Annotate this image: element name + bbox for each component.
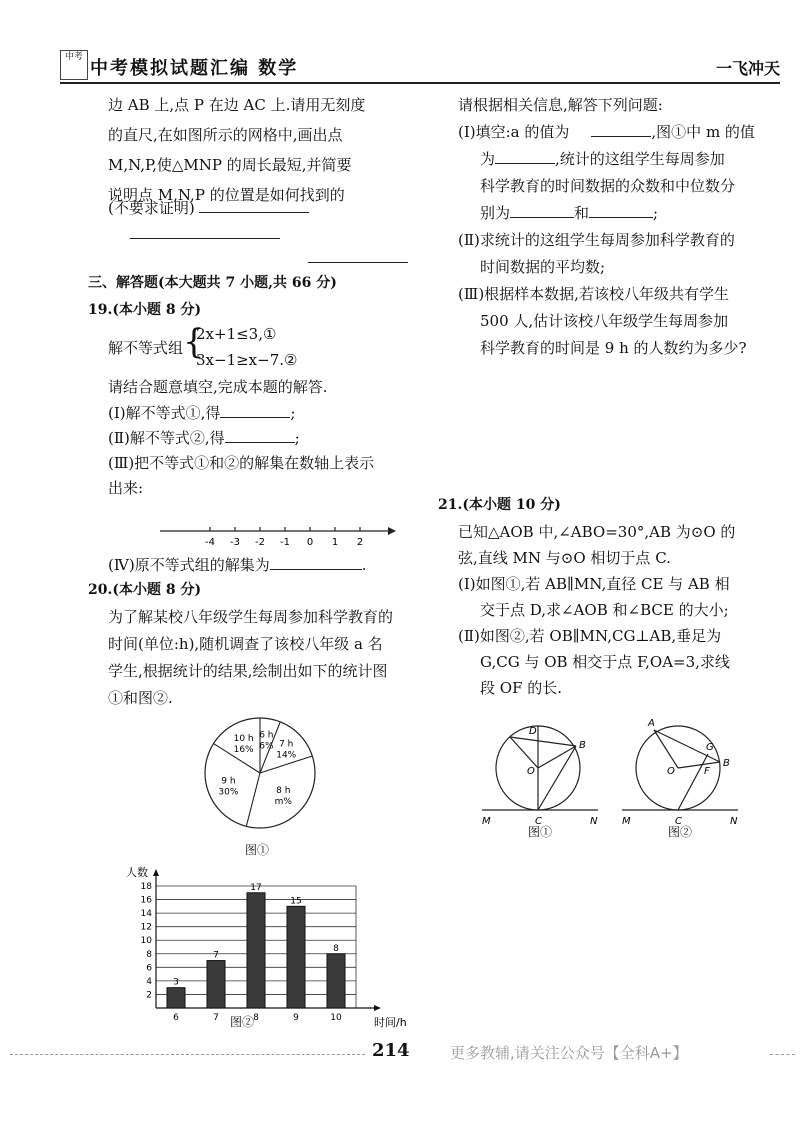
q20-part-2: (Ⅱ)求统计的这组学生每周参加科学教育的	[458, 231, 735, 249]
page-number: 214	[372, 1040, 410, 1061]
bar-value-label: 3	[173, 977, 179, 988]
bar	[247, 893, 265, 1008]
q19-part-3-cont: 出来:	[108, 479, 144, 497]
q21-line: (Ⅱ)如图②,若 OB∥MN,CG⊥AB,垂足为	[458, 627, 722, 645]
intro-line: 的直尺,在如图所示的网格中,画出点	[108, 126, 343, 144]
label-o: O	[667, 766, 675, 777]
pie-slice-percent: 14%	[276, 750, 297, 761]
q20-part-1-c: 科学教育的时间数据的众数和中位数分	[480, 177, 736, 195]
q20-line: 为了解某校八年级学生每周参加科学教育的	[108, 608, 394, 626]
y-tick-label: 6	[146, 963, 152, 974]
pie-slice-percent: m%	[274, 796, 292, 807]
label-c: C	[675, 816, 682, 827]
q21-line: (Ⅰ)如图①,若 AB∥MN,直径 CE 与 AB 相	[458, 575, 730, 593]
number-line-label: -1	[280, 537, 290, 548]
brand-name: 一飞冲天	[715, 59, 780, 78]
x-tick-label: 8	[253, 1013, 259, 1023]
number-line-label: -3	[230, 537, 240, 548]
intro-line-last: (不要求证明)	[108, 198, 309, 218]
label-f: F	[704, 766, 710, 777]
x-tick-label: 9	[293, 1013, 299, 1023]
label-o: O	[527, 766, 535, 777]
label-g: G	[706, 742, 714, 753]
answer-blank[interactable]	[199, 198, 309, 213]
q20-part-3-c: 科学教育的时间是 9 h 的人数约为多少?	[480, 339, 747, 357]
intro-line: 说明点 M,N,P 的位置是如何找到的	[108, 186, 345, 204]
y-tick-label: 10	[140, 936, 152, 947]
label-m: M	[622, 816, 631, 827]
geometry-figure-2-caption: 图②	[668, 825, 693, 839]
pie-slice-percent: 30%	[218, 787, 239, 798]
pie-slice-label: 10 h	[233, 734, 254, 745]
bar-value-label: 7	[213, 950, 219, 961]
instruction-text: 请结合题意填空,完成本题的解答.	[108, 378, 328, 396]
q20-line: 学生,根据统计的结果,绘制出如下的统计图	[108, 662, 388, 680]
answer-blank[interactable]	[589, 203, 653, 218]
y-tick-label: 8	[146, 949, 152, 960]
y-tick-label: 16	[140, 895, 152, 906]
bar-value-label: 15	[290, 896, 302, 907]
y-tick-label: 14	[140, 909, 152, 920]
x-axis-arrow	[374, 1005, 381, 1011]
footer-note: 更多教辅,请关注公众号【全科A+】	[450, 1044, 688, 1062]
figure-2-caption: 图②	[230, 1015, 255, 1029]
pie-slice-percent: 6%	[259, 741, 274, 752]
answer-blank[interactable]	[225, 428, 295, 443]
label-n: N	[590, 816, 598, 827]
answer-blank[interactable]	[308, 262, 408, 263]
y-axis-label: 人数	[126, 866, 148, 879]
question-20-heading: 20.(本小题 8 分)	[88, 582, 202, 598]
number-line-label: -4	[205, 537, 215, 548]
answer-blank[interactable]	[591, 122, 651, 137]
question-21-heading: 21.(本小题 10 分)	[438, 497, 561, 513]
number-line	[150, 515, 410, 555]
bar	[287, 906, 305, 1008]
pie-chart	[190, 703, 330, 863]
pie-slice-label: 8 h	[276, 785, 291, 796]
x-tick-label: 6	[173, 1013, 179, 1023]
question-19-heading: 19.(本小题 8 分)	[88, 302, 202, 318]
geometry-figure-2	[618, 712, 748, 837]
inequality-2: 3x−1≥x−7.②	[196, 351, 298, 369]
answer-blank[interactable]	[130, 238, 280, 239]
q21-line: 弦,直线 MN 与⊙O 相切于点 C.	[458, 549, 671, 567]
answer-blank[interactable]	[510, 203, 574, 218]
y-tick-label: 18	[140, 882, 152, 892]
intro-line: 边 AB 上,点 P 在边 AC 上.请用无刻度	[108, 96, 366, 114]
x-tick-label: 10	[330, 1013, 342, 1023]
bar	[207, 961, 225, 1008]
label-d: D	[529, 726, 537, 737]
geometry-figure-1-caption: 图①	[528, 825, 553, 839]
label-c: C	[535, 816, 542, 827]
bar-value-label: 17	[250, 882, 262, 893]
bar	[167, 988, 185, 1008]
q21-line: G,CG 与 OB 相交于点 F,OA=3,求线	[480, 653, 730, 671]
q21-line: 段 OF 的长.	[480, 679, 563, 697]
q20-line: ①和图②.	[108, 689, 173, 707]
label-b: B	[723, 758, 730, 769]
book-title: 中考模拟试题汇编 数学	[90, 58, 299, 79]
figure-1-caption: 图①	[245, 843, 270, 857]
bar	[327, 954, 345, 1008]
q20-part-2-b: 时间数据的平均数;	[480, 258, 606, 276]
q20-info-intro: 请根据相关信息,解答下列问题:	[458, 96, 663, 114]
q19-part-1: (Ⅰ)解不等式①,得 ;	[108, 404, 296, 422]
page-header	[60, 48, 780, 84]
y-tick-label: 4	[146, 976, 152, 987]
inequality-1: 2x+1≤3,①	[196, 325, 277, 343]
label-b: B	[579, 740, 586, 751]
pie-slice-label: 9 h	[221, 776, 236, 787]
page-footer	[0, 1036, 800, 1066]
number-line-label: 2	[356, 537, 364, 548]
q20-part-1: (Ⅰ)填空:a 的值为 ,图①中 m 的值	[458, 123, 755, 141]
pie-slice-label: 6 h	[259, 730, 274, 741]
y-axis-arrow	[153, 869, 159, 876]
x-axis-label: 时间/h	[374, 1016, 407, 1029]
answer-blank[interactable]	[495, 149, 555, 164]
number-line-label: -2	[255, 537, 265, 548]
q19-part-2: (Ⅱ)解不等式②,得 ;	[108, 429, 300, 447]
brace-symbol: {	[183, 322, 205, 362]
q19-part-3: (Ⅲ)把不等式①和②的解集在数轴上表示	[108, 454, 375, 472]
pie-slice-label: 7 h	[279, 739, 294, 750]
label-n: N	[730, 816, 738, 827]
y-tick-label: 12	[140, 922, 152, 933]
solve-label: 解不等式组	[108, 339, 184, 357]
number-line-label: 1	[331, 537, 339, 548]
bar-value-label: 8	[333, 943, 339, 954]
q19-part-4: (Ⅳ)原不等式组的解集为 .	[108, 556, 367, 574]
geometry-figure-1	[478, 712, 608, 837]
answer-blank[interactable]	[220, 403, 290, 418]
number-line-label: 0	[306, 537, 314, 548]
q21-line: 已知△AOB 中,∠ABO=30°,AB 为⊙O 的	[458, 523, 736, 541]
x-tick-label: 7	[213, 1013, 219, 1023]
q21-line: 交于点 D,求∠AOB 和∠BCE 的大小;	[480, 601, 729, 619]
bar-chart	[118, 860, 408, 1035]
q20-line: 时间(单位:h),随机调查了该校八年级 a 名	[108, 635, 383, 653]
q20-part-3: (Ⅲ)根据样本数据,若该校八年级共有学生	[458, 285, 729, 303]
q20-part-1-b: 为 ,统计的这组学生每周参加	[480, 150, 725, 168]
label-a: A	[648, 718, 655, 729]
q20-part-1-d: 别为 和 ;	[480, 204, 659, 222]
book-logo: 中考	[60, 50, 88, 80]
answer-blank[interactable]	[270, 555, 362, 570]
section-heading: 三、解答题(本大题共 7 小题,共 66 分)	[88, 275, 337, 291]
q20-part-3-b: 500 人,估计该校八年级学生每周参加	[480, 312, 729, 330]
pie-slice-percent: 16%	[233, 745, 254, 756]
label-m: M	[482, 816, 491, 827]
intro-line: M,N,P,使△MNP 的周长最短,并简要	[108, 156, 352, 174]
y-tick-label: 2	[146, 990, 152, 1001]
